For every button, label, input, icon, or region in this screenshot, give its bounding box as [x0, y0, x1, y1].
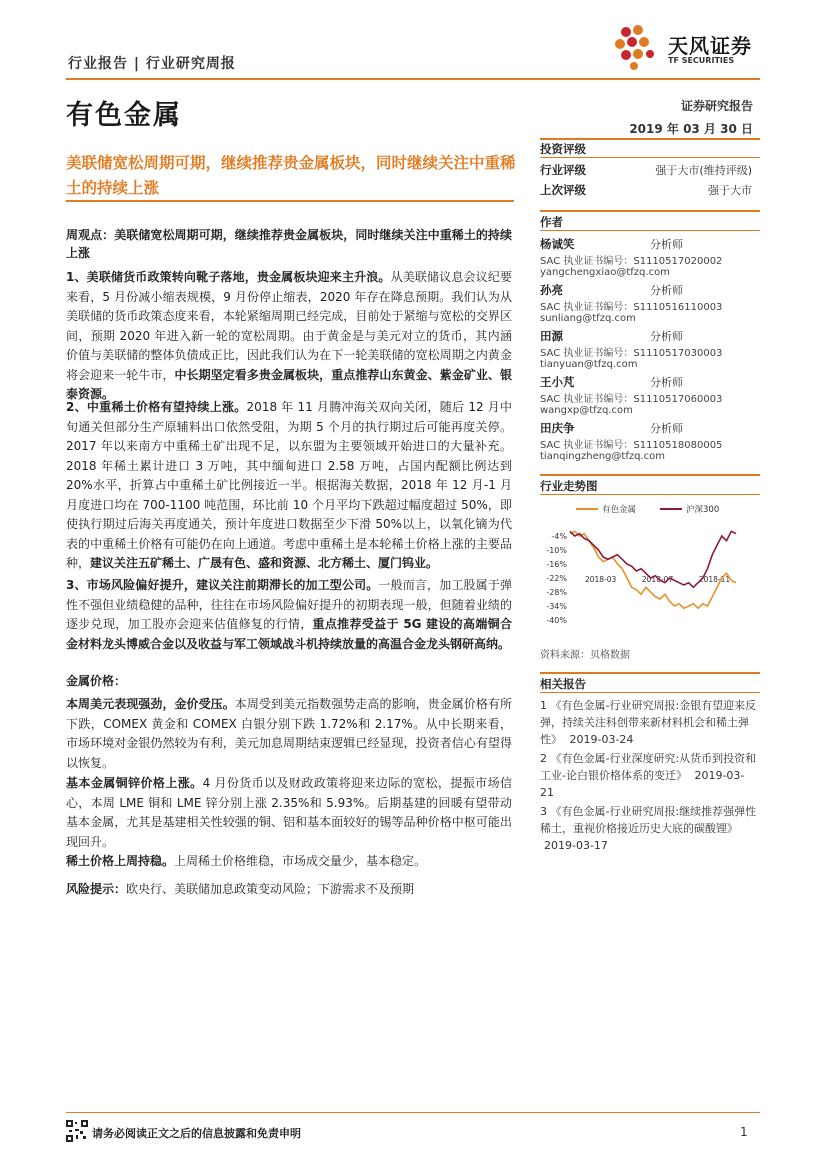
sidebar-rule: [540, 494, 760, 495]
p1-conclusion: 中长期坚定看多贵金属板块，重点推荐山东黄金、紫金矿业、银泰资源。: [66, 367, 512, 401]
author-email[interactable]: sunliang@tfzq.com: [540, 313, 636, 324]
author-item: [540, 236, 760, 282]
related-list: [540, 697, 758, 854]
sidebar-rule-top: [540, 138, 760, 140]
y-tick-label: -4%: [551, 532, 567, 541]
related-title-text[interactable]: 2 《有色金属-行业深度研究:从货币到投资和工业-论白银价格体系的变迁》: [540, 752, 757, 782]
author-name: 杨诚笑: [540, 237, 575, 251]
p3-text: 一般而言，加工股属于弹性不强但业绩稳健的品种，往往在市场风险偏好提升的初期表现一般，但随着业绩的逐步兑现，加工股亦会迎来估值修复的行情，: [66, 578, 512, 631]
sidebar-rule-related: [540, 672, 760, 674]
paragraph-2: [66, 398, 512, 574]
p3-conclusion: 重点推荐受益于 5G 建设的高端铜合金材料龙头博威合金以及收益与军工领域战斗机持续放量的高温合金龙头钢研高纳。: [66, 617, 512, 651]
author-item: [540, 420, 760, 466]
paragraph-3: [66, 576, 512, 654]
sidebar-rule-trend: [540, 474, 760, 476]
p1-lead: 1、美联储货币政策转向靴子落地，贵金属板块迎来主升浪。: [66, 270, 391, 284]
footer-rule: [66, 1112, 760, 1113]
author-role: 分析师: [650, 422, 683, 435]
tf-logo-icon: [612, 22, 666, 72]
legend-label: 沪深300: [686, 505, 720, 515]
sidebar-rule-authors: [540, 210, 760, 212]
y-tick-label: -40%: [546, 616, 567, 625]
author-role: 分析师: [650, 284, 683, 297]
trend-title: 行业走势图: [540, 479, 598, 493]
related-date: 2019-03-24: [569, 733, 634, 746]
related-item[interactable]: [540, 697, 758, 748]
rating-title: 投资评级: [540, 142, 586, 156]
author-role: 分析师: [650, 238, 683, 251]
metal-paragraph-3: [66, 852, 512, 872]
risk-text: 欧央行、美联储加息政策变动风险；下游需求不及预期: [126, 882, 415, 896]
p2-conclusion: 建议关注五矿稀土、广晟有色、盛和资源、北方稀土、厦门钨业。: [90, 556, 439, 570]
related-item[interactable]: [540, 750, 758, 801]
m2-text: 4 月份货币以及财政政策将迎来边际的宽松，提振市场信心，本周 LME 铜和 LME 锌分别上涨 2.35%和 5.93%。后期基建的回暖有望带动基本金属，尤其是基建相关性较强的铜、铝和基本面较好的锡等品种价格中枢可能出现回升。: [66, 776, 512, 849]
risk-lead: 风险提示：: [66, 882, 127, 896]
author-role: 分析师: [650, 330, 683, 343]
author-cert: SAC 执业证书编号：S1110516110003: [540, 302, 723, 313]
paragraph-1: [66, 268, 512, 405]
rating-label: 行业评级: [540, 163, 586, 177]
prev-rating-label: 上次评级: [540, 183, 586, 197]
rating-value: 强于大市(维持评级): [655, 164, 752, 177]
related-title-text[interactable]: 3 《有色金属-行业研究周报:继续推荐强弹性稀土，重视价格接近历史大底的碳酸锂》: [540, 805, 757, 835]
related-date: 2019-03-17: [544, 839, 608, 852]
author-cert: SAC 执业证书编号：S1110517030003: [540, 348, 723, 359]
m3-lead: 稀土价格上周持稳。: [66, 854, 175, 868]
m3-text: 上周稀土价格维稳，市场成交量少，基本稳定。: [174, 854, 427, 868]
report-date: 2019 年 03 月 30 日: [629, 122, 753, 136]
report-type: 证券研究报告: [680, 99, 753, 113]
author-cert: SAC 执业证书编号：S1110517020002: [540, 256, 723, 267]
footer-disclaimer: 请务必阅读正文之后的信息披露和免责申明: [92, 1127, 301, 1140]
p2-text: 2018 年 11 月腾冲海关双向关闭，随后 12 月中旬通关但部分生产原辅料出口依然受阻，为期 5 个月的执行期过后可能再度关停。2017 年以来南方中重稀土矿出现不足，以东盟为主要领域开始进口的大量补充。2018 年稀土累计进口 3 万吨，其中缅甸进口 2.58 万吨，占国内配额比例达到 20%水平，折算占中重稀土矿比例接近一半。根据海关数据，2018 年 12 月-1 月月度进口均在 700-1100 吨范围，环比前 10 个月平均下跌超过幅度超过 50%，即使执行期过后海关再度通关，预计年度进口数据至少下滑 50%以上，以氧化镝为代表的中重稀土价格有可能仍在向上通道。考虑中重稀土是本轮稀土价格上涨的主要品种，: [66, 400, 512, 570]
risk-paragraph: [66, 880, 512, 900]
prev-rating-value: 强于大市: [708, 184, 752, 197]
y-tick-label: -16%: [546, 560, 567, 569]
chart-source: 资料来源：贝格数据: [540, 650, 630, 661]
author-name: 田庆争: [540, 421, 575, 435]
sidebar-rule: [540, 692, 760, 693]
author-name: 孙亮: [540, 283, 563, 297]
logo-en: TF SECURITIES: [668, 56, 735, 65]
prev-rating-row: [540, 182, 760, 198]
y-tick-label: -34%: [546, 602, 567, 611]
breadcrumb: 行业报告 | 行业研究周报: [68, 56, 236, 72]
author-cert: SAC 执业证书编号：S1110518080005: [540, 440, 723, 451]
author-email[interactable]: tianqingzheng@tfzq.com: [540, 451, 665, 462]
author-item: [540, 374, 760, 420]
author-item: [540, 282, 760, 328]
headline: 美联储宽松周期可期，继续推荐贵金属板块，同时继续关注中重稀土的持续上涨: [66, 154, 516, 197]
metal-section-title: 金属价格：: [66, 674, 127, 688]
chart-y-axis: [546, 532, 567, 625]
sidebar-rule: [540, 157, 760, 158]
author-cert: SAC 执业证书编号：S1110517060003: [540, 394, 723, 405]
chart-x-axis: [585, 575, 730, 584]
chart-lines: [570, 531, 736, 608]
y-tick-label: -10%: [546, 546, 567, 555]
metal-paragraph-2: [66, 774, 512, 852]
x-tick-label: 2018-03: [584, 575, 617, 584]
author-email[interactable]: wangxp@tfzq.com: [540, 405, 633, 416]
y-tick-label: -22%: [546, 574, 567, 583]
header-rule: [66, 78, 760, 80]
y-tick-label: -28%: [546, 588, 567, 597]
logo-name: 天风证券: [668, 34, 752, 58]
author-block: [540, 236, 760, 466]
author-email[interactable]: yangchengxiao@tfzq.com: [540, 267, 670, 278]
metal-paragraph-1: [66, 695, 512, 773]
chart-legend: [576, 504, 719, 515]
related-title: 相关报告: [540, 677, 586, 691]
rating-row: [540, 162, 760, 178]
author-item: [540, 328, 760, 374]
series-line: [570, 531, 736, 608]
m1-lead: 本周美元表现强劲，金价受压。: [66, 697, 235, 711]
p3-lead: 3、市场风险偏好提升，建议关注前期滞长的加工型公司。: [66, 578, 379, 592]
x-tick-label: 2018-07: [641, 575, 674, 584]
m2-lead: 基本金属铜锌价格上涨。: [66, 776, 203, 790]
author-name: 王小芃: [540, 375, 575, 389]
authors-title: 作者: [540, 215, 563, 229]
sidebar-rule: [540, 230, 760, 231]
related-item[interactable]: [540, 803, 758, 854]
related-date: 2019-03-21: [540, 769, 745, 799]
qr-code-icon: [66, 1120, 88, 1142]
p2-lead: 2、中重稀土价格有望持续上涨。: [66, 400, 247, 414]
p1-text: 从美联储议息会议纪要来看，5 月份减小缩表规模，9 月份停止缩表，2020 年存在降息预期。我们认为从美联储的货币政策态度来看，本轮紧缩周期已经完成，目前处于紧缩与宽松的交界区间，预期 2020 年进入新一轮的宽松周期。由于黄金是与美元对立的货币，其内涵价值与美联储的整体负债成正比，因此我们认为在下一轮美联储的宽松周期之内黄金将会迎来一轮牛市，: [66, 270, 512, 382]
author-email[interactable]: tianyuan@tfzq.com: [540, 359, 638, 370]
author-name: 田源: [540, 329, 563, 343]
industry-trend-chart: [540, 498, 760, 628]
page-number: 1: [740, 1125, 748, 1139]
x-tick-label: 2018-11: [698, 575, 731, 584]
m1-text: 本周受到美元指数强势走高的影响，贵金属价格有所下跌，COMEX 黄金和 COMEX 白银分别下跌 1.72%和 2.17%。从中长期来看，市场环境对金银仍然较为有利，美元加息周期结束逻辑已经显现，投资者信心有望得以恢复。: [66, 697, 512, 770]
industry-title: 有色金属: [66, 100, 182, 131]
summary-title: 周观点：美联储宽松周期可期，继续推荐贵金属板块，同时继续关注中重稀土的持续上涨: [66, 228, 512, 260]
author-role: 分析师: [650, 376, 683, 389]
related-title-text[interactable]: 1 《有色金属-行业研究周报:金银有望迎来反弹，持续关注科创带来新材料机会和稀土弹性》: [540, 699, 757, 746]
legend-label: 有色金属: [602, 505, 637, 515]
headline-rule: [66, 200, 514, 202]
